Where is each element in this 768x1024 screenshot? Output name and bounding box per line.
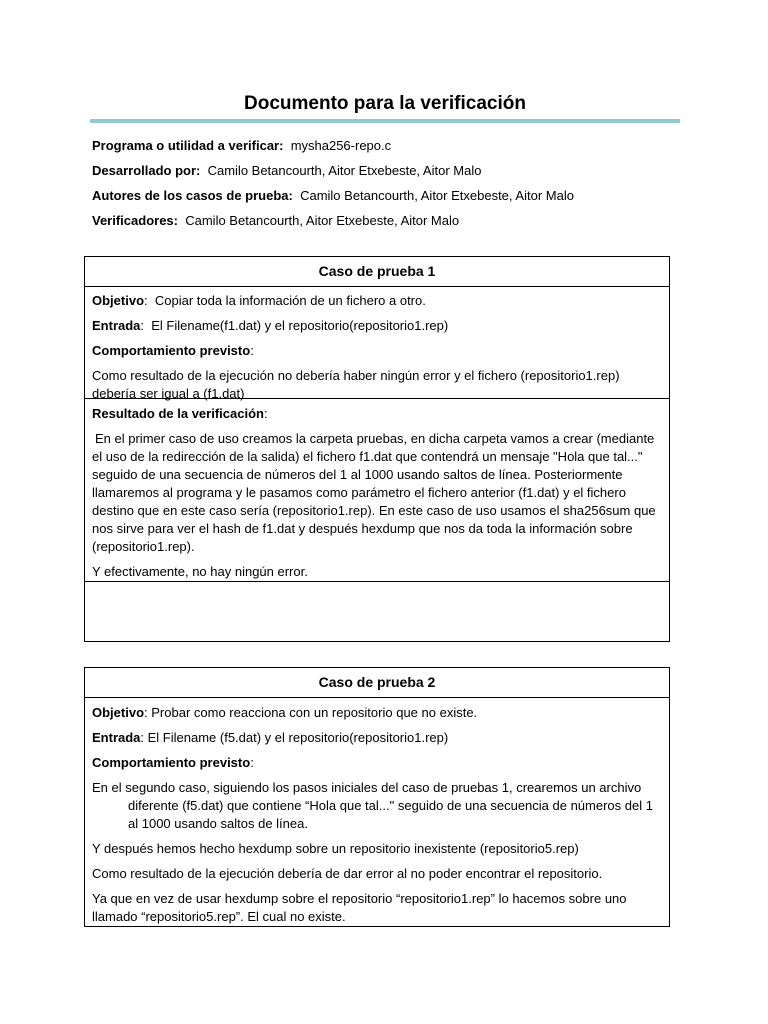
meta-verifiers xyxy=(92,212,459,230)
case-1-spec xyxy=(85,287,669,401)
expected-label: Comportamiento previsto xyxy=(92,755,251,770)
test-case-1 xyxy=(84,256,670,642)
verifiers-label: Verificadores: xyxy=(92,213,178,228)
case-1-result xyxy=(85,398,669,581)
authors-value: Camilo Betancourth, Aitor Etxebeste, Aitor Malo xyxy=(300,188,574,203)
case-2-paragraph-1: En el segundo caso, siguiendo los pasos iniciales del caso de pruebas 1, crearemos un archivo diferente (f5.dat) que contiene “Hola que tal..." seguido de una secuencia de números del 1 al 1000 usando saltos de línea. xyxy=(92,780,653,831)
objective-value: Probar como reacciona con un repositorio que no existe. xyxy=(151,705,478,720)
case-1-result-conclusion: Y efectivamente, no hay ningún error. xyxy=(92,564,308,579)
case-2-expected: Comportamiento previsto: xyxy=(92,755,254,770)
case-2-paragraph-4: Ya que en vez de usar hexdump sobre el repositorio “repositorio1.rep” lo hacemos sobre uno llamado “repositorio5.rep”. El cual no existe. xyxy=(92,891,627,924)
case-1-expected-text: Como resultado de la ejecución no debería haber ningún error y el fichero (repositorio1.rep) debería ser igual a (f1.dat) xyxy=(92,368,620,401)
case-1-result-heading: Resultado de la verificación: xyxy=(92,406,268,421)
case-1-input: Entrada: El Filename(f1.dat) y el repositorio(repositorio1.rep) xyxy=(92,318,449,333)
result-label: Resultado de la verificación xyxy=(92,406,264,421)
case-1-objective: Objetivo: Copiar toda la información de un fichero a otro. xyxy=(92,293,426,308)
case-1-title: Caso de prueba 1 xyxy=(85,257,669,287)
input-label: Entrada xyxy=(92,318,141,333)
case-2-paragraph-2: Y después hemos hecho hexdump sobre un repositorio inexistente (repositorio5.rep) xyxy=(92,841,579,856)
case-2-spec xyxy=(85,698,669,929)
input-value: El Filename (f5.dat) y el repositorio(repositorio1.rep) xyxy=(147,730,449,745)
verifiers-value: Camilo Betancourth, Aitor Etxebeste, Aitor Malo xyxy=(185,213,460,228)
authors-label: Autores de los casos de prueba: xyxy=(92,188,293,203)
case-1-result-text: En el primer caso de uso creamos la carpeta pruebas, en dicha carpeta vamos a crear (mediante el uso de la redirección de la salida) el fichero f1.dat que contendrá un mensaje "Hola que tal..." seguido de una secuencia de números del 1 al 1000 usando saltos de línea. Posteriormente llamaremos al programa y le pasamos como parámetro el fichero anterior (f1.dat) y el fichero destino que en este caso sería (repositorio1.rep). En este caso de uso usamos el sha256sum que nos sirve para ver el hash de f1.dat y después hexdump que nos da toda la información sobre (repositorio1.rep). xyxy=(92,431,656,554)
program-value: mysha256-repo.c xyxy=(290,138,392,153)
document-title: Documento para la verificación xyxy=(244,93,526,114)
objective-label: Objetivo xyxy=(92,293,145,308)
input-label: Entrada xyxy=(92,730,141,745)
objective-label: Objetivo xyxy=(92,705,145,720)
program-label: Programa o utilidad a verificar: xyxy=(92,138,284,153)
expected-label: Comportamiento previsto xyxy=(92,343,251,358)
meta-program xyxy=(92,137,391,155)
developed-value: Camilo Betancourth, Aitor Etxebeste, Aitor Malo xyxy=(207,163,482,178)
case-2-objective: Objetivo: Probar como reacciona con un repositorio que no existe. xyxy=(92,705,478,720)
objective-value: Copiar toda la información de un fichero a otro. xyxy=(154,293,426,308)
title-underline xyxy=(90,119,680,123)
test-case-2 xyxy=(84,667,670,927)
case-2-title: Caso de prueba 2 xyxy=(85,668,669,698)
developed-label: Desarrollado por: xyxy=(92,163,201,178)
meta-authors xyxy=(92,187,574,205)
input-value: El Filename(f1.dat) y el repositorio(repositorio1.rep) xyxy=(151,318,449,333)
case-1-expected: Comportamiento previsto: xyxy=(92,343,254,358)
case-1-empty-cell xyxy=(85,581,669,636)
case-2-input: Entrada: El Filename (f5.dat) y el repositorio(repositorio1.rep) xyxy=(92,730,449,745)
meta-developed xyxy=(92,162,481,180)
case-2-paragraph-3: Como resultado de la ejecución debería de dar error al no poder encontrar el repositorio. xyxy=(92,866,603,881)
